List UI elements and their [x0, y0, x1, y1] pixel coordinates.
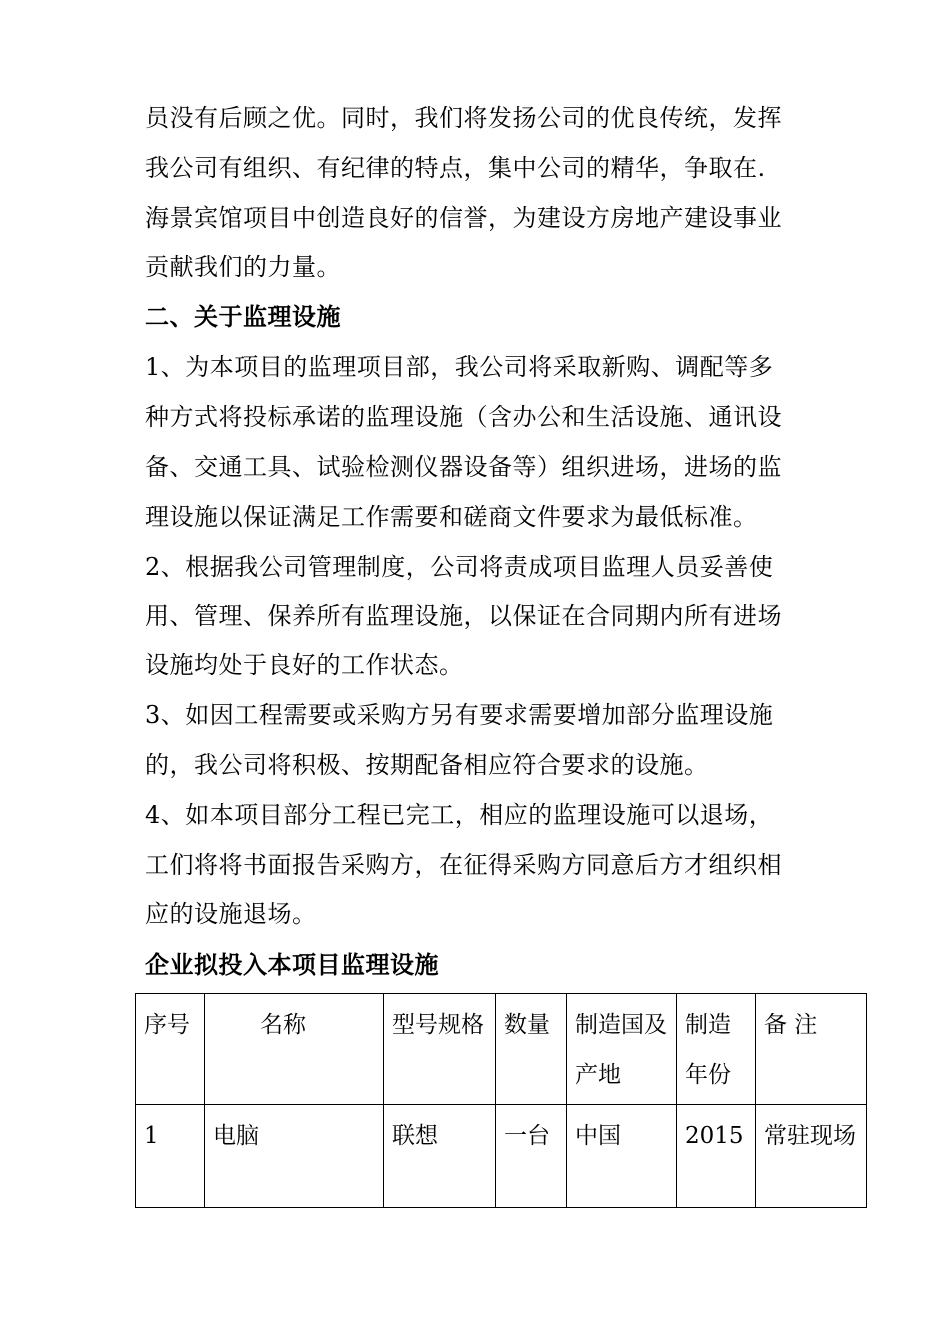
- item-line: 工们将将书面报告采购方，在征得采购方同意后方才组织相: [145, 851, 782, 879]
- item-line: 应的设施退场。: [145, 900, 317, 928]
- item-line: 3、如因工程需要或采购方另有要求需要增加部分监理设施: [145, 701, 774, 729]
- item-line: 理设施以保证满足工作需要和磋商文件要求为最低标准。: [145, 503, 758, 531]
- item-line: 4、如本项目部分工程已完工，相应的监理设施可以退场，: [145, 801, 774, 829]
- table-title: 企业拟投入本项目监理设施: [145, 951, 439, 979]
- table-row: [136, 1105, 867, 1208]
- header-cell-index: 序号: [136, 994, 205, 1105]
- section-heading: 二、关于监理设施: [145, 303, 341, 331]
- paragraph-line: 我公司有组织、有纪律的特点，集中公司的精华，争取在.: [145, 154, 766, 182]
- item-line: 1、为本项目的监理项目部，我公司将采取新购、调配等多: [145, 353, 774, 381]
- cell-name: 电脑: [205, 1105, 384, 1208]
- paragraph-line: 员没有后顾之优。同时，我们将发扬公司的优良传统，发挥: [145, 104, 782, 132]
- header-cell-remarks: 备 注: [756, 994, 867, 1105]
- cell-quantity: 一台: [496, 1105, 567, 1208]
- item-line: 设施均处于良好的工作状态。: [145, 651, 464, 679]
- table-header-row: [136, 994, 867, 1105]
- facilities-table: [135, 993, 867, 1208]
- cell-index: 1: [136, 1105, 205, 1208]
- header-cell-name: 名称: [205, 994, 384, 1105]
- cell-origin: 中国: [567, 1105, 677, 1208]
- item-line: 2、根据我公司管理制度，公司将责成项目监理人员妥善使: [145, 553, 774, 581]
- item-line: 用、管理、保养所有监理设施，以保证在合同期内所有进场: [145, 602, 782, 630]
- item-line: 的，我公司将积极、按期配备相应符合要求的设施。: [145, 751, 709, 779]
- header-cell-model: 型号规格: [384, 994, 496, 1105]
- header-cell-quantity: 数量: [496, 994, 567, 1105]
- item-line: 种方式将投标承诺的监理设施（含办公和生活设施、通讯设: [145, 403, 782, 431]
- cell-year: 2015: [677, 1105, 756, 1208]
- header-cell-origin: 制造国及产地: [567, 994, 677, 1105]
- paragraph-line: 贡献我们的力量。: [145, 253, 341, 281]
- cell-remarks: 常驻现场: [756, 1105, 867, 1208]
- item-line: 备、交通工具、试验检测仪器设备等）组织进场，进场的监: [145, 453, 782, 481]
- header-cell-year: 制造年份: [677, 994, 756, 1105]
- cell-model: 联想: [384, 1105, 496, 1208]
- paragraph-line: 海景宾馆项目中创造良好的信誉，为建设方房地产建设事业: [145, 204, 782, 232]
